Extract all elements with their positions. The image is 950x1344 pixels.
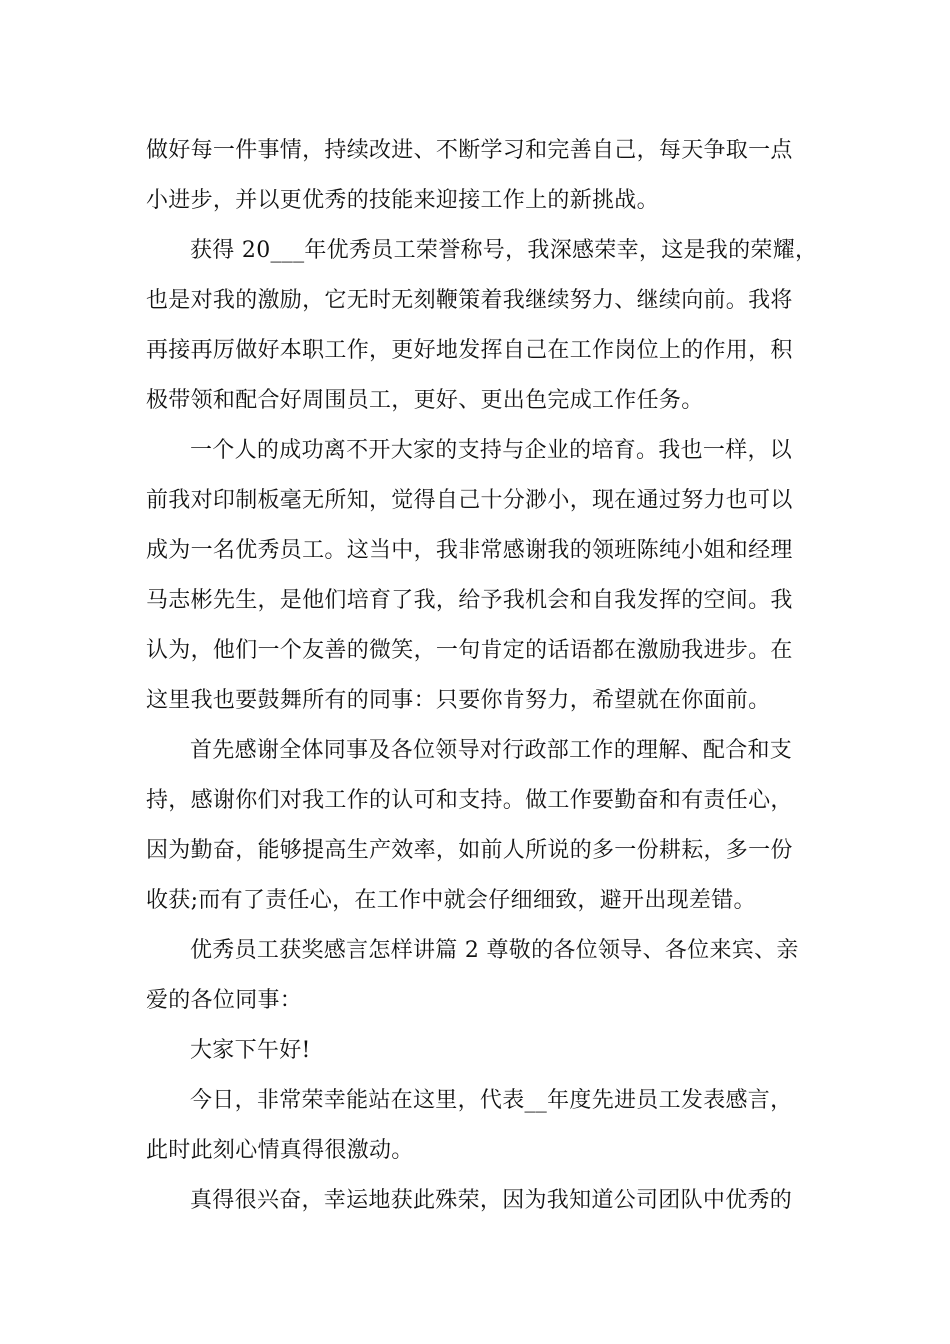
text-line: 收获;而有了责任心，在工作中就会仔细细致，避开出现差错。 [146, 888, 756, 913]
text-line: 认为，他们一个友善的微笑，一句肯定的话语都在激励我进步。在 [146, 638, 793, 663]
text-line: 一个人的成功离不开大家的支持与企业的培育。我也一样，以 [190, 438, 793, 463]
document-body [146, 126, 826, 1226]
text-line: 也是对我的激励，它无时无刻鞭策着我继续努力、继续向前。我将 [146, 288, 793, 313]
text-line: 优秀员工获奖感言怎样讲篇 2 尊敬的各位领导、各位来宾、亲 [190, 938, 799, 963]
text-line: 小进步，并以更优秀的技能来迎接工作上的新挑战。 [146, 188, 659, 213]
text-line: 持，感谢你们对我工作的认可和支持。做工作要勤奋和有责任心， [146, 788, 793, 813]
text-line: 再接再厉做好本职工作，更好地发挥自己在工作岗位上的作用，积 [146, 338, 793, 363]
text-line: 爱的各位同事： [146, 988, 303, 1013]
text-line: 真得很兴奋，幸运地获此殊荣，因为我知道公司团队中优秀的 [190, 1188, 793, 1213]
text-line: 今日，非常荣幸能站在这里，代表__年度先进员工发表感言， [190, 1088, 793, 1113]
text-line: 前我对印制板毫无所知，觉得自己十分渺小，现在通过努力也可以 [146, 488, 793, 513]
text-line: 这里我也要鼓舞所有的同事：只要你肯努力，希望就在你面前。 [146, 688, 771, 713]
text-line: 获得 20___年优秀员工荣誉称号，我深感荣幸，这是我的荣耀， [190, 238, 818, 263]
text-line: 马志彬先生，是他们培育了我，给予我机会和自我发挥的空间。我 [146, 588, 793, 613]
text-line: 极带领和配合好周围员工，更好、更出色完成工作任务。 [146, 388, 704, 413]
text-line: 成为一名优秀员工。这当中，我非常感谢我的领班陈纯小姐和经理 [146, 538, 793, 563]
text-line: 做好每一件事情，持续改进、不断学习和完善自己，每天争取一点 [146, 138, 793, 163]
text-line: 此时此刻心情真得很激动。 [146, 1138, 414, 1163]
text-line: 大家下午好! [190, 1038, 311, 1063]
text-line: 首先感谢全体同事及各位领导对行政部工作的理解、配合和支 [190, 738, 793, 763]
text-line: 因为勤奋，能够提高生产效率，如前人所说的多一份耕耘，多一份 [146, 838, 793, 863]
